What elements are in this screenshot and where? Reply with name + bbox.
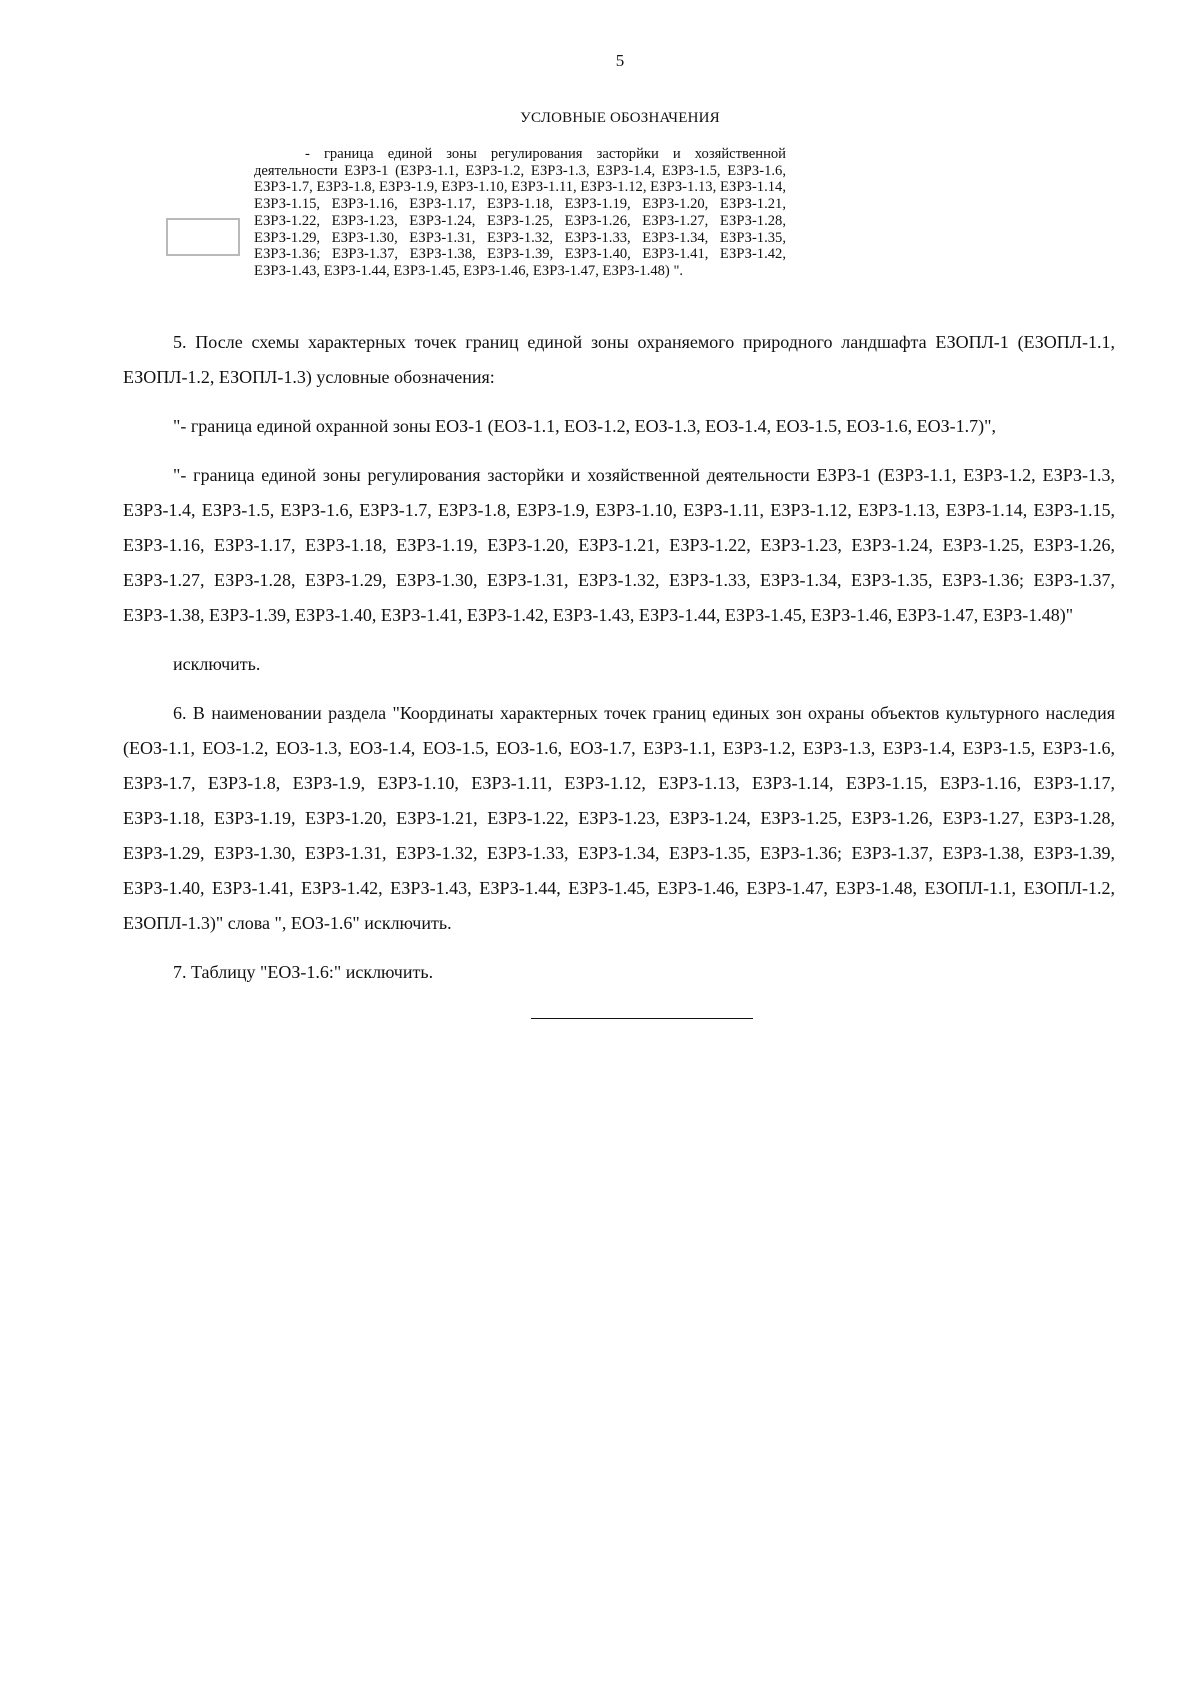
legend-symbol-box	[166, 218, 240, 256]
paragraph-item-5: 5. После схемы характерных точек границ единой зоны охраняемого природного ландшафта ЕЗОПЛ-1 (ЕЗОПЛ-1.1, ЕЗОПЛ-1.2, ЕЗОПЛ-1.3) условные обозначения:	[123, 332, 1115, 387]
paragraph-item-7: 7. Таблицу "ЕОЗ-1.6:" исключить.	[173, 962, 434, 982]
legend-description: - граница единой зоны регулирования засторйки и хозяйственной деятельности ЕЗРЗ-1 (ЕЗРЗ-1.1, ЕЗРЗ-1.2, ЕЗРЗ-1.3, ЕЗРЗ-1.4, ЕЗРЗ-1.5, ЕЗРЗ-1.6, ЕЗРЗ-1.7, ЕЗРЗ-1.8, ЕЗРЗ-1.9, ЕЗРЗ-1.10, ЕЗРЗ-1.11, ЕЗРЗ-1.12, ЕЗРЗ-1.13, ЕЗРЗ-1.14, ЕЗРЗ-1.15, ЕЗРЗ-1.16, ЕЗРЗ-1.17, ЕЗРЗ-1.18, ЕЗРЗ-1.19, ЕЗРЗ-1.20, ЕЗРЗ-1.21, ЕЗРЗ-1.22, ЕЗРЗ-1.23, ЕЗРЗ-1.24, ЕЗРЗ-1.25, ЕЗРЗ-1.26, ЕЗРЗ-1.27, ЕЗРЗ-1.28, ЕЗРЗ-1.29, ЕЗРЗ-1.30, ЕЗРЗ-1.31, ЕЗРЗ-1.32, ЕЗРЗ-1.33, ЕЗРЗ-1.34, ЕЗРЗ-1.35, ЕЗРЗ-1.36; ЕЗРЗ-1.37, ЕЗРЗ-1.38, ЕЗРЗ-1.39, ЕЗРЗ-1.40, ЕЗРЗ-1.41, ЕЗРЗ-1.42, ЕЗРЗ-1.43, ЕЗРЗ-1.44, ЕЗРЗ-1.45, ЕЗРЗ-1.46, ЕЗРЗ-1.47, ЕЗРЗ-1.48) ".	[254, 146, 786, 279]
paragraph-quote-eoz: "- граница единой охранной зоны ЕОЗ-1 (ЕОЗ-1.1, ЕОЗ-1.2, ЕОЗ-1.3, ЕОЗ-1.4, ЕОЗ-1.5, ЕОЗ-1.6, ЕОЗ-1.7)",	[173, 416, 996, 436]
paragraph-exclude: исключить.	[173, 654, 261, 674]
page-number: 5	[615, 51, 625, 70]
document-body	[123, 325, 1115, 990]
paragraph-quote-ezrz: "- граница единой зоны регулирования засторйки и хозяйственной деятельности ЕЗРЗ-1 (ЕЗРЗ-1.1, ЕЗРЗ-1.2, ЕЗРЗ-1.3, ЕЗРЗ-1.4, ЕЗРЗ-1.5, ЕЗРЗ-1.6, ЕЗРЗ-1.7, ЕЗРЗ-1.8, ЕЗРЗ-1.9, ЕЗРЗ-1.10, ЕЗРЗ-1.11, ЕЗРЗ-1.12, ЕЗРЗ-1.13, ЕЗРЗ-1.14, ЕЗРЗ-1.15, ЕЗРЗ-1.16, ЕЗРЗ-1.17, ЕЗРЗ-1.18, ЕЗРЗ-1.19, ЕЗРЗ-1.20, ЕЗРЗ-1.21, ЕЗРЗ-1.22, ЕЗРЗ-1.23, ЕЗРЗ-1.24, ЕЗРЗ-1.25, ЕЗРЗ-1.26, ЕЗРЗ-1.27, ЕЗРЗ-1.28, ЕЗРЗ-1.29, ЕЗРЗ-1.30, ЕЗРЗ-1.31, ЕЗРЗ-1.32, ЕЗРЗ-1.33, ЕЗРЗ-1.34, ЕЗРЗ-1.35, ЕЗРЗ-1.36; ЕЗРЗ-1.37, ЕЗРЗ-1.38, ЕЗРЗ-1.39, ЕЗРЗ-1.40, ЕЗРЗ-1.41, ЕЗРЗ-1.42, ЕЗРЗ-1.43, ЕЗРЗ-1.44, ЕЗРЗ-1.45, ЕЗРЗ-1.46, ЕЗРЗ-1.47, ЕЗРЗ-1.48)"	[123, 465, 1115, 625]
end-of-document-rule	[531, 1018, 753, 1019]
legend-heading: УСЛОВНЫЕ ОБОЗНАЧЕНИЯ	[520, 110, 720, 126]
paragraph-item-6: 6. В наименовании раздела "Координаты характерных точек границ единых зон охраны объектов культурного наследия (ЕОЗ-1.1, ЕОЗ-1.2, ЕОЗ-1.3, ЕОЗ-1.4, ЕОЗ-1.5, ЕОЗ-1.6, ЕОЗ-1.7, ЕЗРЗ-1.1, ЕЗРЗ-1.2, ЕЗРЗ-1.3, ЕЗРЗ-1.4, ЕЗРЗ-1.5, ЕЗРЗ-1.6, ЕЗРЗ-1.7, ЕЗРЗ-1.8, ЕЗРЗ-1.9, ЕЗРЗ-1.10, ЕЗРЗ-1.11, ЕЗРЗ-1.12, ЕЗРЗ-1.13, ЕЗРЗ-1.14, ЕЗРЗ-1.15, ЕЗРЗ-1.16, ЕЗРЗ-1.17, ЕЗРЗ-1.18, ЕЗРЗ-1.19, ЕЗРЗ-1.20, ЕЗРЗ-1.21, ЕЗРЗ-1.22, ЕЗРЗ-1.23, ЕЗРЗ-1.24, ЕЗРЗ-1.25, ЕЗРЗ-1.26, ЕЗРЗ-1.27, ЕЗРЗ-1.28, ЕЗРЗ-1.29, ЕЗРЗ-1.30, ЕЗРЗ-1.31, ЕЗРЗ-1.32, ЕЗРЗ-1.33, ЕЗРЗ-1.34, ЕЗРЗ-1.35, ЕЗРЗ-1.36; ЕЗРЗ-1.37, ЕЗРЗ-1.38, ЕЗРЗ-1.39, ЕЗРЗ-1.40, ЕЗРЗ-1.41, ЕЗРЗ-1.42, ЕЗРЗ-1.43, ЕЗРЗ-1.44, ЕЗРЗ-1.45, ЕЗРЗ-1.46, ЕЗРЗ-1.47, ЕЗРЗ-1.48, ЕЗОПЛ-1.1, ЕЗОПЛ-1.2, ЕЗОПЛ-1.3)" слова ", ЕОЗ-1.6" исключить.	[123, 703, 1115, 933]
